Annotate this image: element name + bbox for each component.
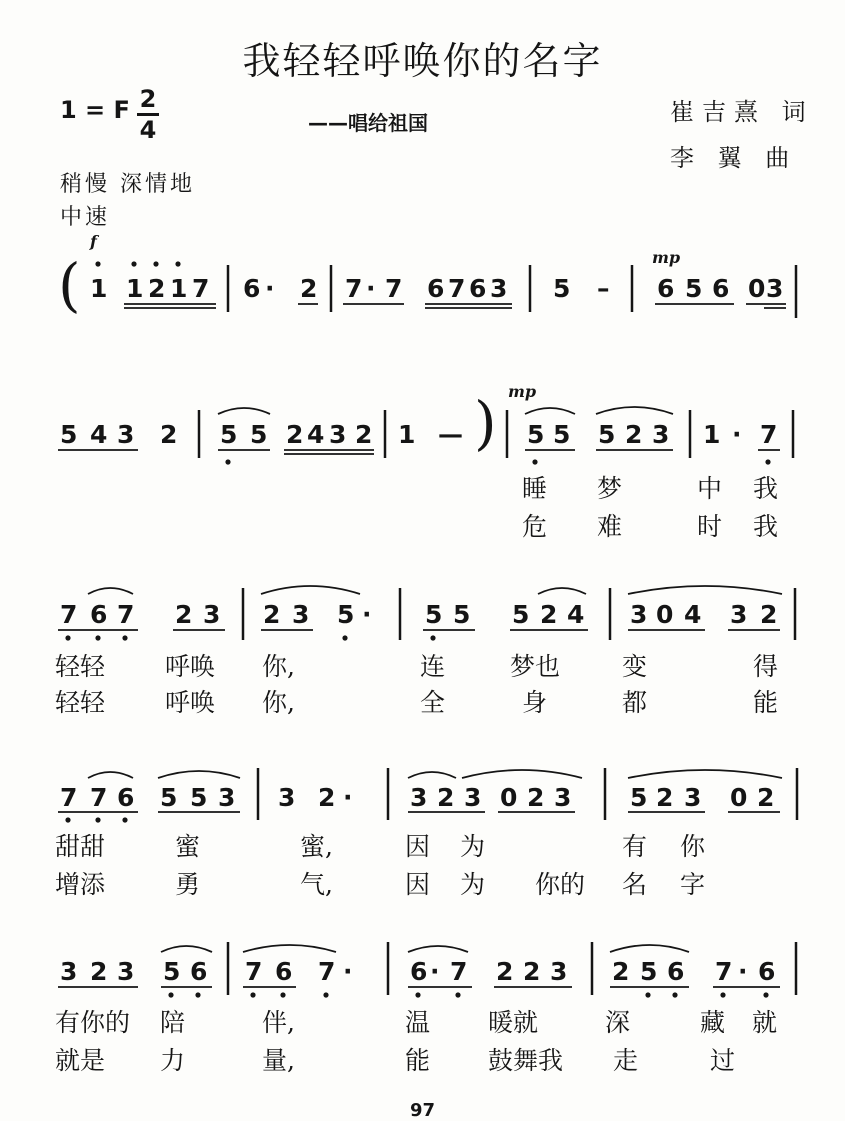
slur (462, 770, 582, 778)
note: 4 (567, 600, 585, 629)
note: 5 (220, 420, 238, 449)
time-signature-top: 2 (139, 85, 157, 113)
octave-dot (175, 261, 180, 266)
note: 5 (598, 420, 616, 449)
note: 7 (245, 957, 263, 986)
octave-dot (95, 635, 100, 640)
lyric-char: 难 (597, 512, 623, 541)
note: 0 (656, 600, 674, 629)
note: 6 (243, 274, 261, 303)
lyric-char: 都 (622, 688, 648, 717)
note-dot: · (265, 274, 275, 303)
lyricist-credit: 崔吉熹 词 (670, 98, 814, 126)
note: 1 (398, 420, 416, 449)
lyric-char: 轻轻 (55, 652, 106, 681)
lyric-char: 有 (622, 832, 648, 861)
lyric-char: 蜜, (300, 832, 333, 861)
lyric-char: 呼唤 (165, 652, 216, 681)
lyric-char: 危 (522, 512, 548, 541)
note: 7 (192, 274, 210, 303)
note: 7 (385, 274, 403, 303)
time-signature-bottom: 4 (139, 116, 157, 144)
note: 1 (170, 274, 188, 303)
lyric-char: 你, (262, 652, 295, 681)
note: 6 (667, 957, 685, 986)
note: 3 (766, 274, 784, 303)
lyric-char: 就 (752, 1008, 778, 1037)
intro-close-paren: ) (474, 389, 497, 457)
note: 6 (117, 783, 135, 812)
octave-dot (95, 261, 100, 266)
lyric-char: 陪 (160, 1008, 186, 1037)
note: 2 (160, 420, 178, 449)
octave-dot (122, 817, 127, 822)
lyric-char: 得 (753, 652, 779, 681)
note: 6 (657, 274, 675, 303)
lyric-char: 睡 (522, 474, 548, 503)
note-dot: · (366, 274, 376, 303)
note: 5 (163, 957, 181, 986)
note: 2 (318, 783, 336, 812)
slur (408, 946, 468, 952)
slur (161, 946, 212, 952)
slurs (88, 407, 782, 952)
note: 5 (250, 420, 268, 449)
note: 7 (345, 274, 363, 303)
tempo-speed: 中速 (60, 205, 111, 230)
octave-dot (225, 459, 230, 464)
song-title: 我轻轻呼唤你的名字 (242, 39, 603, 83)
note: 3 (203, 600, 221, 629)
note: 6 (758, 957, 776, 986)
lyric-char: 气, (300, 870, 333, 899)
note-dash: – (597, 274, 610, 303)
note: 5 (453, 600, 471, 629)
note: 7 (318, 957, 336, 986)
note: 4 (307, 420, 325, 449)
note: 2 (437, 783, 455, 812)
note: 2 (527, 783, 545, 812)
note: 2 (286, 420, 304, 449)
note: 2 (757, 783, 775, 812)
note: 6 (712, 274, 730, 303)
note: 5 (60, 420, 78, 449)
note: 5 (160, 783, 178, 812)
lyric-char: 量, (262, 1046, 295, 1075)
dynamic-mezzo-piano: mp (652, 248, 681, 267)
note: 6 (275, 957, 293, 986)
note: 2 (175, 600, 193, 629)
lyric-char: 有你的 (55, 1008, 131, 1037)
note: 2 (300, 274, 318, 303)
octave-dot (765, 459, 770, 464)
dynamic-mezzo-piano: mp (508, 382, 537, 401)
octave-dot (131, 261, 136, 266)
note: 3 (117, 420, 135, 449)
note-dot: · (738, 957, 748, 986)
note: 5 (685, 274, 703, 303)
lyric-char: 变 (622, 652, 648, 681)
slur (610, 945, 689, 952)
lyric-char: 伴, (262, 1008, 295, 1037)
octave-dot (455, 992, 460, 997)
octave-dot (65, 817, 70, 822)
lyric-char: 暖就 (488, 1008, 539, 1037)
lyric-char: 能 (753, 688, 779, 717)
lyric-char: 你 (680, 832, 706, 861)
lyric-char: 轻轻 (55, 688, 106, 717)
tempo-marking: 稍慢 深情地 (60, 172, 195, 197)
note: 7 (117, 600, 135, 629)
octave-dot (95, 817, 100, 822)
lyric-char: 为 (460, 870, 486, 899)
note: 5 (337, 600, 355, 629)
key-signature: 1 = F (60, 96, 130, 124)
slur (243, 945, 336, 952)
note: 7 (760, 420, 778, 449)
slur (408, 772, 456, 778)
lyric-char: 梦也 (510, 652, 561, 681)
page-number: 97 (409, 1100, 436, 1121)
note-dot: · (430, 957, 440, 986)
note-dot: · (732, 420, 742, 449)
note: 6 (427, 274, 445, 303)
note: 3 (554, 783, 572, 812)
lyric-char: 呼唤 (165, 688, 216, 717)
note: 3 (329, 420, 347, 449)
slur (218, 408, 270, 414)
lyric-char: 力 (160, 1046, 186, 1075)
note: 3 (490, 274, 508, 303)
lyric-char: 甜甜 (55, 832, 106, 861)
lyric-char: 鼓舞我 (488, 1046, 564, 1075)
lyric-char: 全 (420, 688, 446, 717)
note: 5 (630, 783, 648, 812)
lyric-char: 名 (622, 870, 648, 899)
slur (628, 586, 782, 594)
note: 2 (355, 420, 373, 449)
note: 2 (263, 600, 281, 629)
note: 3 (464, 783, 482, 812)
lyric-char: 你的 (535, 870, 586, 899)
note: 3 (410, 783, 428, 812)
octave-dot (195, 992, 200, 997)
note: 2 (90, 957, 108, 986)
lyric-char: 因 (405, 870, 431, 899)
note: 2 (760, 600, 778, 629)
note: 6 (410, 957, 428, 986)
octave-dot (122, 635, 127, 640)
note: 5 (527, 420, 545, 449)
slur (88, 588, 133, 594)
note: 5 (553, 420, 571, 449)
note: 0 (748, 274, 766, 303)
note-dot: · (343, 957, 353, 986)
octave-dot (342, 635, 347, 640)
note: 3 (60, 957, 78, 986)
lyric-char: 增添 (55, 870, 106, 899)
note: 2 (656, 783, 674, 812)
lyric-char: 为 (460, 832, 486, 861)
note: 3 (652, 420, 670, 449)
slur (261, 586, 360, 594)
octave-dot (323, 992, 328, 997)
note: 2 (625, 420, 643, 449)
note: 3 (117, 957, 135, 986)
note: 3 (218, 783, 236, 812)
note: 1 (90, 274, 108, 303)
octave-dot (672, 992, 677, 997)
note: 7 (60, 600, 78, 629)
subtitle: ——唱给祖国 (308, 111, 428, 135)
note-dot: · (362, 600, 372, 629)
note: 1 (703, 420, 721, 449)
slur (628, 770, 782, 778)
octave-dot (250, 992, 255, 997)
note: 5 (553, 274, 571, 303)
lyric-char: 你, (262, 688, 295, 717)
slur (538, 588, 586, 594)
lyric-char: 勇 (175, 870, 201, 899)
lyric-char: 就是 (55, 1046, 106, 1075)
note: 3 (550, 957, 568, 986)
slur (525, 408, 575, 414)
lyric-char: 字 (680, 870, 706, 899)
note: 1 (126, 274, 144, 303)
slur (596, 407, 673, 414)
dynamic-forte: f (90, 232, 97, 251)
lyric-char: 藏 (700, 1008, 726, 1037)
octave-dot (645, 992, 650, 997)
note: 5 (190, 783, 208, 812)
slur (158, 771, 240, 778)
octave-dot (168, 992, 173, 997)
octave-dot (720, 992, 725, 997)
note: 2 (523, 957, 541, 986)
octave-dot (415, 992, 420, 997)
octave-dot (153, 261, 158, 266)
slur (88, 772, 133, 778)
note: 3 (292, 600, 310, 629)
octave-dot (763, 992, 768, 997)
note: 5 (640, 957, 658, 986)
lyric-char: 时 (697, 512, 723, 541)
octave-dot (280, 992, 285, 997)
lyric-char: 我 (753, 512, 779, 541)
note: 5 (425, 600, 443, 629)
lyric-char: 连 (420, 652, 446, 681)
intro-open-paren: ( (58, 251, 81, 319)
note: 6 (190, 957, 208, 986)
composer-credit: 李 翼 曲 (670, 144, 798, 172)
octave-dot (532, 459, 537, 464)
note: 3 (684, 783, 702, 812)
note: 7 (90, 783, 108, 812)
note: 7 (450, 957, 468, 986)
lyric-char: 深 (605, 1008, 631, 1037)
duration-underlines (58, 304, 786, 987)
lyric-char: 梦 (597, 474, 623, 503)
lyric-char: 我 (753, 474, 779, 503)
octave-dot (65, 635, 70, 640)
lyric-char: 蜜 (175, 832, 201, 861)
lyric-char: 身 (522, 688, 548, 717)
note: 3 (630, 600, 648, 629)
lyric-char: 中 (697, 474, 723, 503)
note: 6 (90, 600, 108, 629)
lyric-char: 走 (613, 1046, 639, 1075)
note: 7 (715, 957, 733, 986)
note: 3 (730, 600, 748, 629)
note: 5 (512, 600, 530, 629)
note: 4 (684, 600, 702, 629)
octave-dot (430, 635, 435, 640)
lyric-char: 过 (710, 1046, 736, 1075)
note: 7 (60, 783, 78, 812)
note: 0 (500, 783, 518, 812)
note: 3 (278, 783, 296, 812)
note: 2 (148, 274, 166, 303)
lyric-char: 温 (405, 1008, 431, 1037)
lyric-char: 能 (405, 1046, 431, 1075)
note: 2 (496, 957, 514, 986)
note: 2 (540, 600, 558, 629)
lyric-char: 因 (405, 832, 431, 861)
note: 6 (469, 274, 487, 303)
note: 0 (730, 783, 748, 812)
note-dash: — (438, 420, 463, 449)
note: 7 (448, 274, 466, 303)
note: 2 (612, 957, 630, 986)
note-dot: · (343, 783, 353, 812)
note: 4 (90, 420, 108, 449)
